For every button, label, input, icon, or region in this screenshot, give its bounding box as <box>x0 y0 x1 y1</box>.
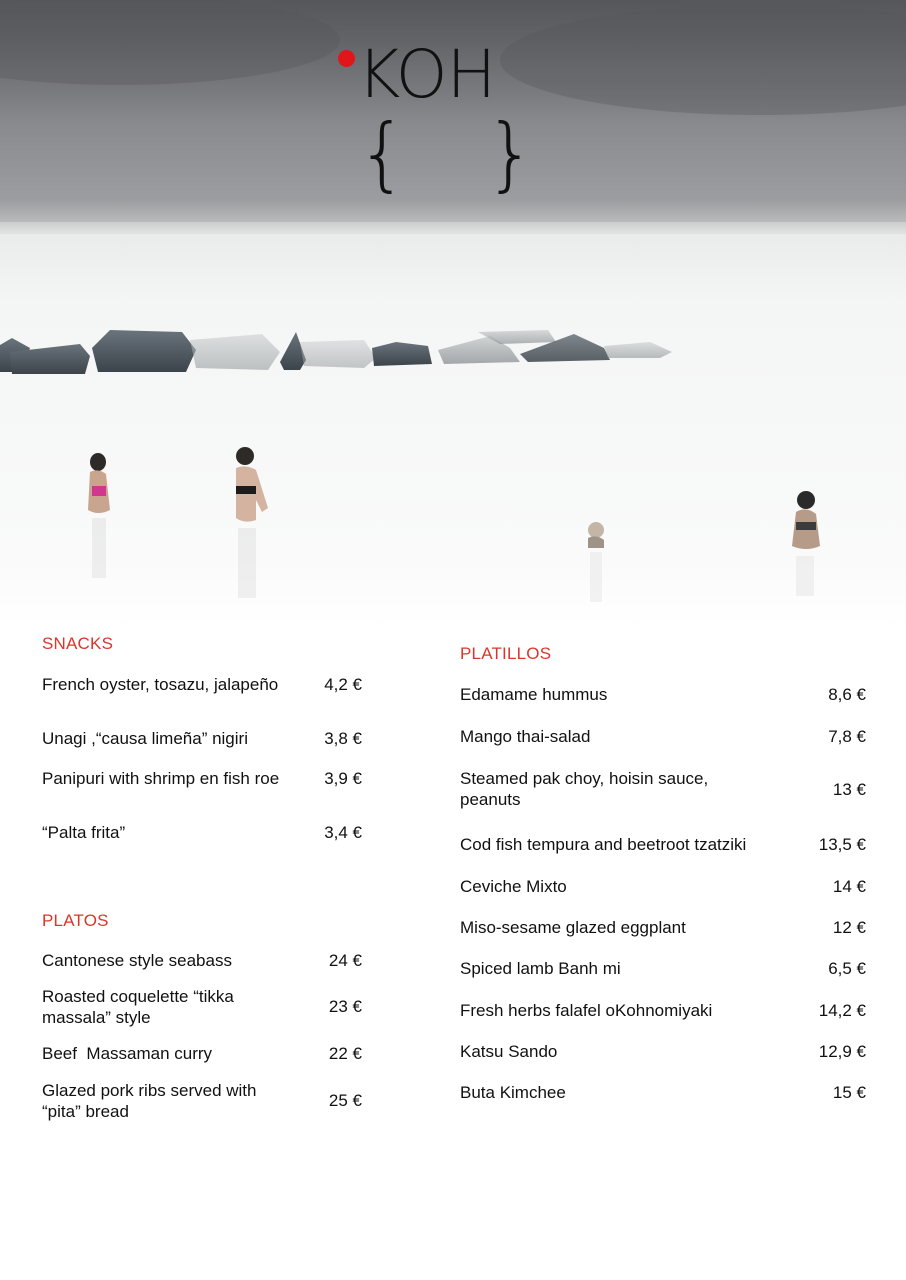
swimmers <box>88 447 820 602</box>
item-price: 13 € <box>832 780 866 799</box>
item-price: 3,9 € <box>324 769 362 788</box>
hero-photo <box>0 0 906 628</box>
item-name: French oyster, tosazu, jalapeño <box>42 675 279 694</box>
logo-brace-left: { <box>357 107 408 200</box>
item-name: Mango thai-salad <box>460 727 591 746</box>
koh-logo <box>335 36 536 200</box>
item-name: Cod fish tempura and beetroot tzatziki <box>460 835 747 854</box>
section-title-platos: PLATOS <box>42 911 109 930</box>
section-title-platillos: PLATILLOS <box>460 644 552 663</box>
item-price: 24 € <box>328 951 362 970</box>
logo-red-dot <box>338 50 355 67</box>
breakwater-rocks <box>0 330 672 374</box>
logo-brace-right: } <box>485 107 536 200</box>
item-price: 13,5 € <box>818 835 866 854</box>
item-name: Katsu Sando <box>460 1042 558 1061</box>
item-name: Ceviche Mixto <box>460 877 567 896</box>
item-price: 15 € <box>832 1083 866 1102</box>
item-price: 8,6 € <box>828 685 866 704</box>
item-price: 23 € <box>328 997 362 1016</box>
item-name: Roasted coquelette “tikka massala” style <box>42 987 234 1027</box>
item-price: 12 € <box>832 918 866 937</box>
item-price: 12,9 € <box>818 1042 866 1061</box>
item-price: 7,8 € <box>828 727 866 746</box>
item-name: Panipuri with shrimp en fish roe <box>42 769 280 788</box>
item-name: Edamame hummus <box>460 685 608 704</box>
menu-item <box>42 674 362 716</box>
item-price: 4,2 € <box>324 675 362 694</box>
item-name: Cantonese style seabass <box>42 951 232 970</box>
item-price: 25 € <box>328 1091 362 1110</box>
item-price: 22 € <box>328 1044 362 1063</box>
item-price: 14 € <box>832 877 866 896</box>
item-name: Glazed pork ribs served with “pita” bread <box>42 1081 257 1121</box>
item-name: Fresh herbs falafel oKohnomiyaki <box>460 1001 713 1020</box>
item-name: Miso-sesame glazed eggplant <box>460 918 686 937</box>
item-price: 3,4 € <box>324 823 362 842</box>
item-price: 3,8 € <box>324 729 362 748</box>
item-name: Beef Massaman curry <box>42 1044 213 1063</box>
item-name: Buta Kimchee <box>460 1083 566 1102</box>
section-title-snacks: SNACKS <box>42 634 114 653</box>
item-name: “Palta frita” <box>42 823 126 842</box>
item-price: 6,5 € <box>828 959 866 978</box>
item-name: Steamed pak choy, hoisin sauce, peanuts <box>460 769 709 809</box>
item-price: 14,2 € <box>818 1001 866 1020</box>
item-name: Unagi ,“causa limeña” nigiri <box>42 729 248 748</box>
logo-wordmark: KOH <box>357 36 496 113</box>
item-name: Spiced lamb Banh mi <box>460 959 621 978</box>
